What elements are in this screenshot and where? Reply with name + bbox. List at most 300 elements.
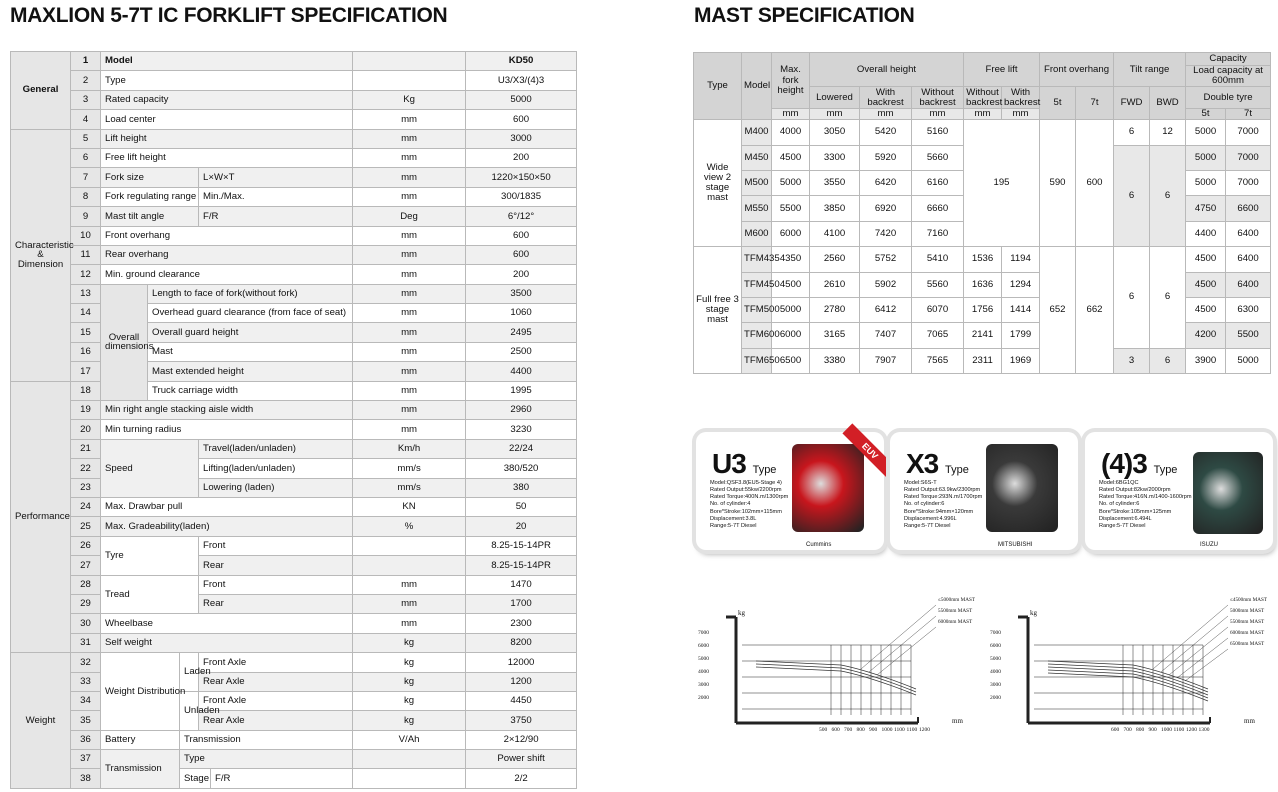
x-tick: 1200: [1186, 727, 1197, 733]
spec-row: [11, 52, 577, 71]
fl-with-cell: 1194: [1002, 247, 1040, 272]
x-tick: 1200: [919, 727, 930, 733]
engine-card: [1085, 432, 1273, 550]
kd50-cell: 12000: [466, 653, 577, 672]
y-tick: 6000: [698, 643, 709, 649]
spec-row: [11, 497, 577, 516]
row-number: 34: [71, 691, 101, 710]
mast-cell: 6500: [772, 348, 810, 373]
unit-cell: kg: [353, 653, 466, 672]
kd50-cell: U3/X3/(4)3: [466, 71, 577, 90]
row-number: 25: [71, 517, 101, 536]
laden-label: Laden: [180, 653, 199, 692]
model-cell: M550: [742, 196, 772, 221]
sub-label: F/R: [199, 207, 353, 226]
double-tyre-header: Double tyre: [1186, 87, 1271, 109]
x-tick: 600: [831, 727, 840, 733]
row-number: 2: [71, 71, 101, 90]
engine-code: X3 Type: [906, 448, 969, 479]
kd50-cell: 380/520: [466, 459, 577, 478]
spec-row: [11, 517, 577, 536]
row-number: 11: [71, 245, 101, 264]
mast-cell: 5752: [860, 247, 912, 272]
wide-mast-label: Wide view 2 stage mast: [694, 120, 742, 247]
engine-code: U3 Type: [712, 448, 777, 479]
spec-row: [11, 401, 577, 420]
row-number: 24: [71, 497, 101, 516]
legend-label: ≤5000mm MAST: [938, 597, 976, 603]
spec-row: [11, 129, 577, 148]
kd50-cell: 8200: [466, 633, 577, 652]
spec-label: Model: [101, 52, 353, 71]
kd50-cell: 4400: [466, 362, 577, 381]
x-tick: 1000: [1161, 727, 1172, 733]
spec-row: [11, 556, 577, 575]
y-tick: 7000: [990, 630, 1001, 636]
legend-label: 6000mm MAST: [938, 619, 973, 625]
spec-row: [11, 323, 577, 342]
spec-row: [11, 575, 577, 594]
mast-cell: 5160: [912, 120, 964, 145]
type-header: Type: [694, 53, 742, 120]
y-tick: 6000: [990, 643, 1001, 649]
spec-row: [11, 90, 577, 109]
freelift-header: Free lift: [964, 53, 1040, 87]
kd50-cell: 1995: [466, 381, 577, 400]
unit-cell: mm: [353, 148, 466, 167]
oh5-cell: 652: [1040, 247, 1076, 374]
row-number: 31: [71, 633, 101, 652]
cap5-cell: 4750: [1186, 196, 1226, 221]
row-number: 26: [71, 536, 101, 555]
cap7-cell: 5000: [1226, 348, 1271, 373]
kd50-cell: 1470: [466, 575, 577, 594]
cap5-cell: 5000: [1186, 145, 1226, 170]
sub-label: Transmission: [180, 730, 353, 749]
row-number: 35: [71, 711, 101, 730]
spec-label: Front: [199, 536, 353, 555]
mast-cell: 2560: [810, 247, 860, 272]
cap7-cell: 7000: [1226, 145, 1271, 170]
maxfork-header: Max. fork height: [772, 53, 810, 109]
unit-cell: [353, 556, 466, 575]
x-tick: 1000: [881, 727, 893, 733]
spec-row: [11, 691, 577, 710]
fl-without-cell: 1756: [964, 297, 1002, 322]
row-number: 12: [71, 265, 101, 284]
spec-label: Load center: [101, 110, 353, 129]
row-number: 19: [71, 401, 101, 420]
spec-label: Min right angle stacking aisle width: [101, 401, 353, 420]
spec-label: Battery: [101, 730, 180, 749]
spec-label: Front Axle: [199, 653, 353, 672]
row-number: 4: [71, 110, 101, 129]
legend-label: ≤4500mm MAST: [1230, 597, 1268, 603]
capacity-header: Capacity: [1186, 53, 1271, 66]
model-cell: TFM450: [742, 272, 772, 297]
unit-cell: mm: [353, 575, 466, 594]
row-number: 27: [71, 556, 101, 575]
x-tick: 900: [869, 727, 878, 733]
spec-label: Free lift height: [101, 148, 353, 167]
kd50-cell: 2/2: [466, 769, 577, 788]
unit-cell: mm: [772, 109, 810, 120]
legend-leader: [1153, 605, 1228, 669]
row-number: 32: [71, 653, 101, 672]
unit-cell: mm/s: [353, 459, 466, 478]
chart-svg: [990, 595, 1255, 745]
mast-cell: 6070: [912, 297, 964, 322]
group-weight: Weight: [11, 653, 71, 789]
x-tick: 600: [1111, 727, 1120, 733]
x-tick: 1100: [906, 727, 918, 733]
kd50-cell: 20: [466, 517, 577, 536]
spec-row: [11, 478, 577, 497]
spec-label: Rear Axle: [199, 672, 353, 691]
row-number: 8: [71, 187, 101, 206]
x-tick: 800: [1136, 727, 1145, 733]
model-header: Model: [742, 53, 772, 120]
unit-cell: [353, 71, 466, 90]
x-tick: 900: [1148, 727, 1157, 733]
mast-cell: 6412: [860, 297, 912, 322]
mast-cell: 3380: [810, 348, 860, 373]
cap7-cell: 6600: [1226, 196, 1271, 221]
y-tick: 4000: [990, 669, 1001, 675]
without-backrest-header: Without backrest: [912, 87, 964, 109]
mast-spec-table: [693, 52, 1271, 374]
unit-cell: mm: [353, 168, 466, 187]
row-number: 10: [71, 226, 101, 245]
x-tick: 1100: [1173, 727, 1185, 733]
row-number: 18: [71, 381, 101, 400]
mast-cell: 4500: [772, 272, 810, 297]
legend-label: 5500mm MAST: [1230, 619, 1265, 625]
unit-cell: Kg: [353, 90, 466, 109]
spec-row: [11, 750, 577, 769]
oh5-header: 5t: [1040, 87, 1076, 120]
fwd-cell: 6: [1114, 145, 1150, 247]
spec-row: [11, 730, 577, 749]
unit-cell: mm: [912, 109, 964, 120]
kd50-cell: 50: [466, 497, 577, 516]
kd50-cell: Power shift: [466, 750, 577, 769]
kd50-cell: 22/24: [466, 439, 577, 458]
x-unit: mm: [952, 717, 963, 725]
legend-leader: [869, 616, 936, 672]
unit-cell: mm: [810, 109, 860, 120]
x-tick: 1300: [1198, 727, 1210, 733]
unit-cell: %: [353, 517, 466, 536]
kd50-cell: 1200: [466, 672, 577, 691]
row-number: 22: [71, 459, 101, 478]
spec-row: [11, 769, 577, 788]
spec-label: Fork regulating range: [101, 187, 199, 206]
bwd-header: BWD: [1150, 87, 1186, 120]
spec-row: [11, 381, 577, 400]
kd50-cell: 3000: [466, 129, 577, 148]
spec-label: Lift height: [101, 129, 353, 148]
mast-cell: 5420: [860, 120, 912, 145]
sub-label: Min./Max.: [199, 187, 353, 206]
row-number: 14: [71, 304, 101, 323]
with-backrest-header: With backrest: [860, 87, 912, 109]
legend-leader: [861, 605, 936, 669]
c7-header: 7t: [1226, 109, 1271, 120]
kd50-cell: 600: [466, 245, 577, 264]
cap7-cell: 6300: [1226, 297, 1271, 322]
spec-label: Overhead guard clearance (from face of seat): [148, 304, 353, 323]
engine-details: Model:6BG1QC Rated Output:82kw/2000rpm Rated Torque:416N.m/1400-1600rpm No. of cylinder:6 Bore*Stroke:105mm×125mm Displacement:6.494L Range:5-7T Diesel: [1099, 480, 1192, 529]
row-number: 29: [71, 594, 101, 613]
kd50-cell: 200: [466, 265, 577, 284]
unit-cell: [353, 52, 466, 71]
kd50-cell: 3500: [466, 284, 577, 303]
cap7-cell: 7000: [1226, 170, 1271, 195]
fl-without-cell: 1536: [964, 247, 1002, 272]
cap7-cell: 5500: [1226, 323, 1271, 348]
bwd-cell: 12: [1150, 120, 1186, 145]
spec-row: [11, 226, 577, 245]
capacity-curve: [756, 667, 916, 695]
fl-with-header: With backrest: [1002, 87, 1040, 109]
x-tick: 700: [844, 727, 853, 733]
x-tick: 500: [819, 727, 828, 733]
cap5-cell: 4200: [1186, 323, 1226, 348]
unit-cell: mm: [353, 401, 466, 420]
group-perf: Performance: [11, 381, 71, 652]
unit-cell: mm: [353, 284, 466, 303]
model-cell: TFM600: [742, 323, 772, 348]
tyre-label: Tyre: [101, 536, 199, 575]
model-cell: M600: [742, 221, 772, 246]
engine-card: [890, 432, 1078, 550]
row-number: 21: [71, 439, 101, 458]
mast-cell: 2610: [810, 272, 860, 297]
y-tick: 3000: [698, 682, 709, 688]
cap7-cell: 6400: [1226, 272, 1271, 297]
spec-label: Max. Gradeability(laden): [101, 517, 353, 536]
spec-label: Front Axle: [199, 691, 353, 710]
spec-row: [11, 110, 577, 129]
spec-row: [11, 71, 577, 90]
spec-label: Rear: [199, 594, 353, 613]
load-cap-header: Load capacity at 600mm: [1186, 66, 1271, 87]
row-number: 9: [71, 207, 101, 226]
unladen-label: Unladen: [180, 691, 199, 730]
row-number: 1: [71, 52, 101, 71]
row-number: 23: [71, 478, 101, 497]
row-number: 3: [71, 90, 101, 109]
unit-cell: KN: [353, 497, 466, 516]
mast-title: MAST SPECIFICATION: [694, 4, 915, 27]
y-tick: 7000: [698, 630, 709, 636]
engine-image: [986, 444, 1058, 532]
mast-cell: 7065: [912, 323, 964, 348]
weight-distribution-label: Weight Distribution: [101, 653, 180, 731]
oh7-cell: 600: [1076, 120, 1114, 247]
fl-without-cell: 2141: [964, 323, 1002, 348]
lowered-header: Lowered: [810, 87, 860, 109]
unit-cell: mm: [860, 109, 912, 120]
kd50-cell: 4450: [466, 691, 577, 710]
spec-row: [11, 284, 577, 303]
model-cell: TFM435: [742, 247, 772, 272]
fl-without-cell: 1636: [964, 272, 1002, 297]
fl-without-header: Without backrest: [964, 87, 1002, 109]
tread-label: Tread: [101, 575, 199, 614]
mast-cell: 4100: [810, 221, 860, 246]
legend-leader: [1161, 616, 1228, 672]
x-unit: mm: [1244, 717, 1255, 725]
spec-row: [11, 245, 577, 264]
mast-cell: 7407: [860, 323, 912, 348]
spec-label: Rear: [199, 556, 353, 575]
model-cell: TFM650: [742, 348, 772, 373]
mast-cell: 3050: [810, 120, 860, 145]
cap5-cell: 5000: [1186, 120, 1226, 145]
row-number: 20: [71, 420, 101, 439]
mast-row: [694, 247, 1271, 272]
unit-cell: mm: [353, 226, 466, 245]
cap7-cell: 7000: [1226, 120, 1271, 145]
cap7-cell: 6400: [1226, 221, 1271, 246]
unit-cell: mm: [353, 245, 466, 264]
overall-header: Overall height: [810, 53, 964, 87]
mast-cell: 4000: [772, 120, 810, 145]
row-number: 37: [71, 750, 101, 769]
unit-cell: Km/h: [353, 439, 466, 458]
engine-details: Model:S6S-T Rated Output:63.9kw/2300rpm Rated Torque:293N.m/1700rpm No. of cylinder:6 Bore*Stroke:94mm×120mm Displacement:4.996L Range:5-7T Diesel: [904, 480, 983, 529]
cap5-cell: 4500: [1186, 247, 1226, 272]
c5-header: 5t: [1186, 109, 1226, 120]
kd50-cell: 600: [466, 110, 577, 129]
bwd-cell: 6: [1150, 348, 1186, 373]
fl-without-cell: 2311: [964, 348, 1002, 373]
mast-row: [694, 53, 1271, 66]
unit-cell: kg: [353, 691, 466, 710]
row-number: 17: [71, 362, 101, 381]
fl-with-cell: 1414: [1002, 297, 1040, 322]
row-number: 30: [71, 614, 101, 633]
kd50-cell: 6°/12°: [466, 207, 577, 226]
spec-label: Lifting(laden/unladen): [199, 459, 353, 478]
spec-row: [11, 342, 577, 361]
mast-cell: 4350: [772, 247, 810, 272]
mast-cell: 6420: [860, 170, 912, 195]
unit-cell: mm: [353, 304, 466, 323]
mast-cell: 3300: [810, 145, 860, 170]
kd50-cell: 1060: [466, 304, 577, 323]
row-number: 28: [71, 575, 101, 594]
mast-cell: 5920: [860, 145, 912, 170]
spec-row: [11, 536, 577, 555]
mast-cell: 4500: [772, 145, 810, 170]
row-number: 36: [71, 730, 101, 749]
spec-row: [11, 594, 577, 613]
oh7-header: 7t: [1076, 87, 1114, 120]
spec-row: [11, 148, 577, 167]
spec-label: Rear overhang: [101, 245, 353, 264]
tilt-header: Tilt range: [1114, 53, 1186, 87]
spec-label: Rear Axle: [199, 711, 353, 730]
mast-cell: 3165: [810, 323, 860, 348]
mast-cell: 5410: [912, 247, 964, 272]
cap5-cell: 3900: [1186, 348, 1226, 373]
bwd-cell: 6: [1150, 247, 1186, 349]
spec-row: [11, 633, 577, 652]
mast-cell: 5500: [772, 196, 810, 221]
transmission-label: Transmission: [101, 750, 180, 789]
kd50-cell: 2500: [466, 342, 577, 361]
legend-label: 5500mm MAST: [938, 608, 973, 614]
unit-cell: kg: [353, 633, 466, 652]
mast-cell: 6000: [772, 323, 810, 348]
spec-label: Type: [101, 71, 353, 90]
kd50-cell: 3230: [466, 420, 577, 439]
row-number: 7: [71, 168, 101, 187]
fwd-cell: 6: [1114, 120, 1150, 145]
bwd-cell: 6: [1150, 145, 1186, 247]
spec-row: [11, 439, 577, 458]
cap5-cell: 5000: [1186, 170, 1226, 195]
mast-cell: 6920: [860, 196, 912, 221]
forklift-spec-table: [10, 51, 577, 789]
unit-cell: V/Ah: [353, 730, 466, 749]
mast-row: [694, 120, 1271, 145]
engine-brand: MITSUBISHI: [998, 542, 1033, 548]
legend-label: 6000mm MAST: [1230, 630, 1265, 636]
group-general: General: [11, 52, 71, 130]
row-number: 13: [71, 284, 101, 303]
front-overhang-header: Front overhang: [1040, 53, 1114, 87]
kd50-cell: 2495: [466, 323, 577, 342]
y-tick: 2000: [990, 695, 1001, 701]
mast-row: [694, 348, 1271, 373]
spec-label: Mast tilt angle: [101, 207, 199, 226]
unit-cell: mm: [353, 594, 466, 613]
cap5-cell: 4500: [1186, 297, 1226, 322]
spec-label: Stage: [180, 769, 211, 788]
spec-label: Length to face of fork(without fork): [148, 284, 353, 303]
unit-cell: kg: [353, 672, 466, 691]
row-number: 38: [71, 769, 101, 788]
unit-cell: mm: [353, 614, 466, 633]
y-tick: 2000: [698, 695, 709, 701]
fl-with-cell: 1294: [1002, 272, 1040, 297]
load-chart: [698, 595, 976, 745]
row-number: 33: [71, 672, 101, 691]
group-char: Characteristic & Dimension: [11, 129, 71, 381]
spec-row: [11, 362, 577, 381]
unit-cell: kg: [353, 711, 466, 730]
model-cell: M450: [742, 145, 772, 170]
euv-badge: EUV: [842, 423, 897, 478]
mast-cell: 7160: [912, 221, 964, 246]
kd50-cell: 2960: [466, 401, 577, 420]
spec-label: Front: [199, 575, 353, 594]
spec-label: Fork size: [101, 168, 199, 187]
fwd-cell: 6: [1114, 247, 1150, 349]
oh5-cell: 590: [1040, 120, 1076, 247]
spec-label: Truck carriage width: [148, 381, 353, 400]
y-tick: 3000: [990, 682, 1001, 688]
spec-row: [11, 614, 577, 633]
engine-image: [792, 444, 864, 532]
spec-label: Min turning radius: [101, 420, 353, 439]
spec-row: [11, 420, 577, 439]
unit-cell: [353, 750, 466, 769]
